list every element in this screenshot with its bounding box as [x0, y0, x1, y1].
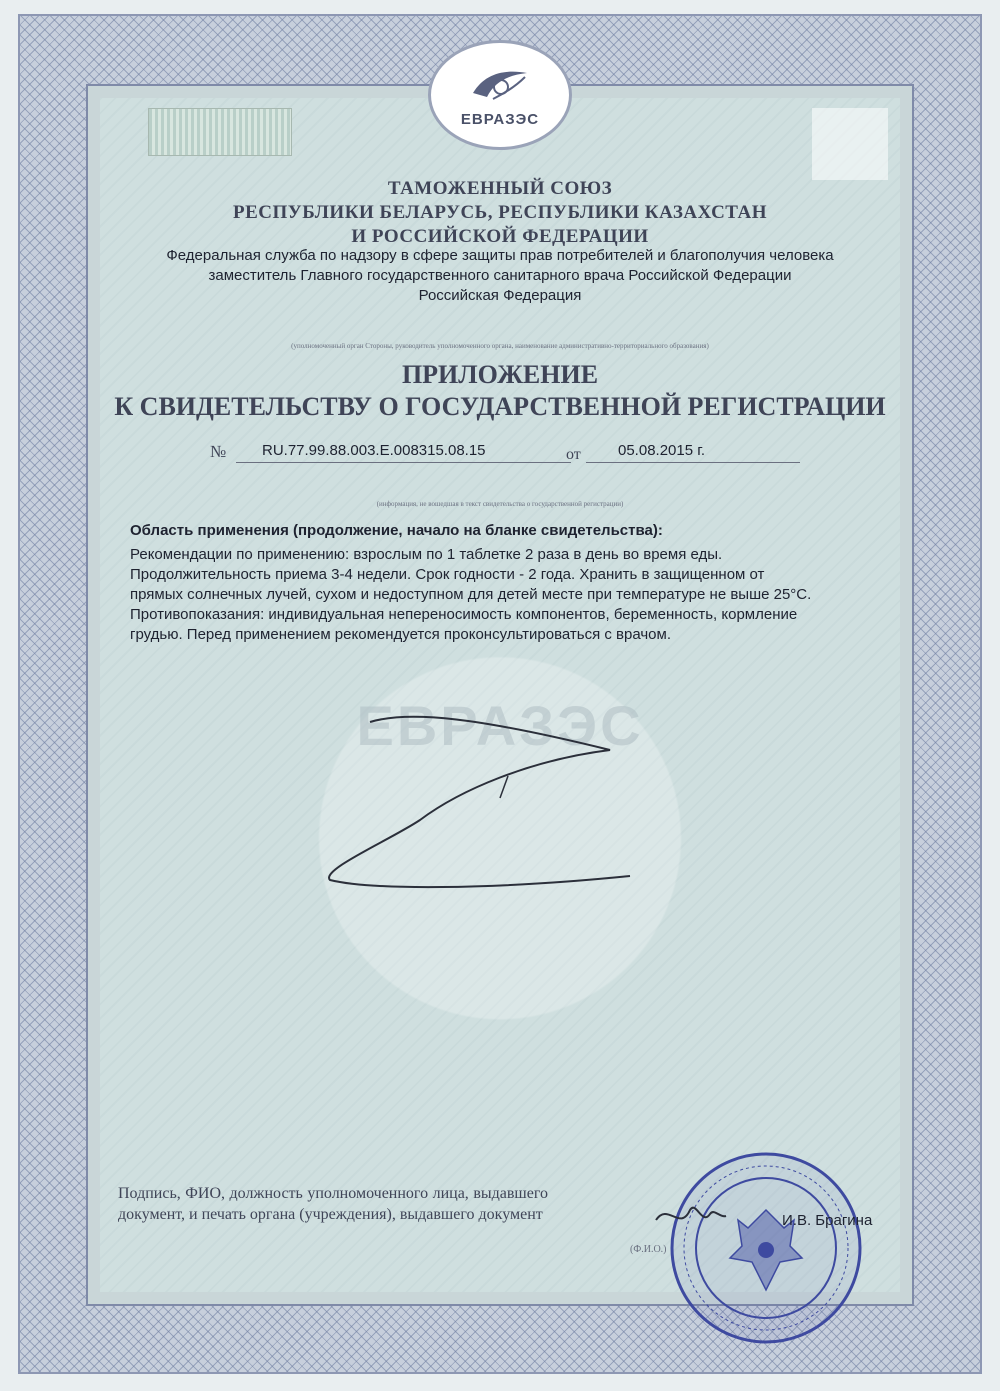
registration-row [210, 440, 800, 466]
hologram-sticker [148, 108, 292, 156]
logo-text: ЕВРАЗЭС [460, 110, 540, 128]
eurasec-watermark: ЕВРАЗЭС [356, 693, 644, 757]
number-sign: № [210, 442, 227, 461]
scope-line: Рекомендации по применению: взрослым по 1 таблетке 2 раза в день во время еды. [130, 546, 723, 563]
scope-text [130, 545, 900, 645]
scope-heading: Область применения (продолжение, начало на бланке свидетельства): [130, 522, 663, 539]
corner-mark [812, 108, 888, 180]
header-line-2: РЕСПУБЛИКИ БЕЛАРУСЬ, РЕСПУБЛИКИ КАЗАХСТАН [232, 202, 768, 223]
authority-caption: (уполномоченный орган Стороны, руководитель уполномоченного органа, наименование административно-территориального образования) [291, 342, 709, 350]
header-line-3: И РОССИЙСКОЙ ФЕДЕРАЦИИ [351, 226, 649, 247]
scope-line: Продолжительность приема 3-4 недели. Срок годности - 2 года. Хранить в защищенном от [130, 566, 765, 583]
date-underline [586, 462, 800, 463]
info-caption: (информация, не вошедшая в текст свидетельства о государственной регистрации) [376, 500, 624, 508]
scope-line: грудью. Перед применением рекомендуется проконсультироваться с врачом. [130, 626, 672, 643]
registration-date: 05.08.2015 г. [618, 442, 706, 459]
scope-line: прямых солнечных лучей, сухом и недоступном для детей месте при температуре не выше 25°С. [130, 586, 812, 603]
signer-name: И.В. Брагина [782, 1212, 873, 1229]
fio-caption: (Ф.И.О.) [630, 1244, 667, 1255]
document-subtitle: К СВИДЕТЕЛЬСТВУ О ГОСУДАРСТВЕННОЙ РЕГИСТРАЦИИ [114, 392, 886, 421]
signature-caption: Подпись, ФИО, должность уполномоченного лица, выдавшего документ, и печать органа (учреждения), выдавшего документ [118, 1185, 548, 1223]
from-label: от [566, 446, 581, 463]
agency-line-3: Российская Федерация [418, 287, 582, 304]
eurasec-logo [428, 40, 572, 150]
number-underline [236, 462, 571, 463]
scope-line: Противопоказания: индивидуальная непереносимость компонентов, беременность, кормление [130, 606, 798, 623]
registration-number: RU.77.99.88.003.E.008315.08.15 [262, 442, 486, 459]
header-line-1: ТАМОЖЕННЫЙ СОЮЗ [387, 178, 613, 199]
agency-line-1: Федеральная служба по надзору в сфере защиты прав потребителей и благополучия человека [166, 247, 834, 264]
document-title: ПРИЛОЖЕНИЕ [401, 360, 599, 389]
eurasec-emblem-icon [465, 63, 535, 109]
z-signature [310, 700, 650, 900]
agency-line-2: заместитель Главного государственного санитарного врача Российской Федерации [208, 267, 792, 284]
signer-signature [650, 1196, 730, 1236]
official-stamp-icon [668, 1150, 864, 1346]
